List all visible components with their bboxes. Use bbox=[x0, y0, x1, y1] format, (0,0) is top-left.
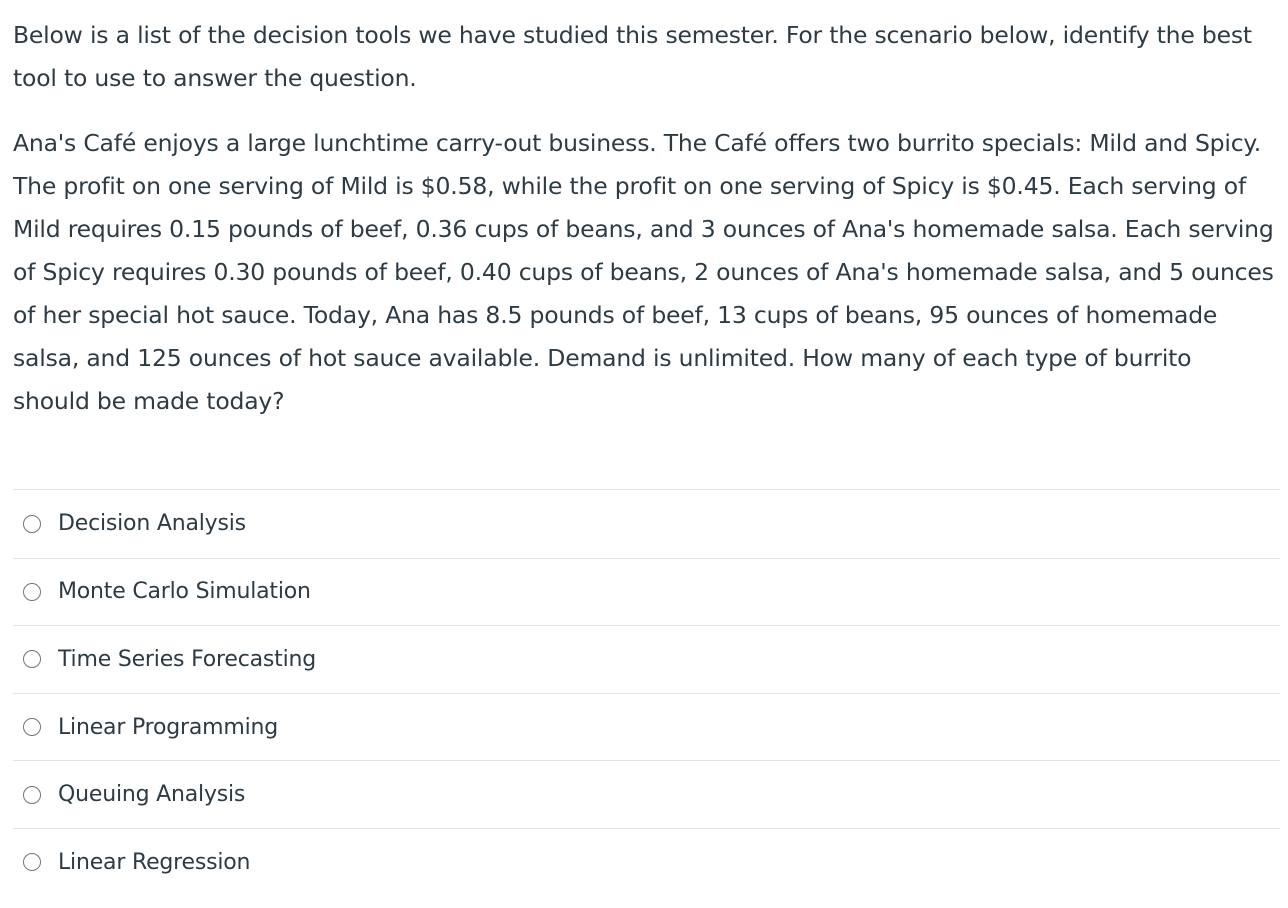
answer-label: Monte Carlo Simulation bbox=[58, 579, 311, 605]
radio-button[interactable] bbox=[23, 515, 41, 533]
answer-option[interactable] bbox=[13, 693, 1280, 761]
question-scenario: Ana's Café enjoys a large lunchtime carry-out business. The Café offers two burrito specials: Mild and Spicy. The profit on one serving of Mild is $0.58, while the profit on one serving of Spicy is $0.45. Each serving of Mild requires 0.15 pounds of beef, 0.36 cups of beans, and 3 ounces of Ana's homemade salsa. Each serving of Spicy requires 0.30 pounds of beef, 0.40 cups of beans, 2 ounces of Ana's homemade salsa, and 5 ounces of her special hot sauce. Today, Ana has 8.5 pounds of beef, 13 cups of beans, 95 ounces of homemade salsa, and 125 ounces of hot sauce available. Demand is unlimited. How many of each type of burrito should be made today? bbox=[13, 129, 1274, 415]
radio-button[interactable] bbox=[23, 650, 41, 668]
radio-button[interactable] bbox=[23, 718, 41, 736]
radio-button[interactable] bbox=[23, 583, 41, 601]
answer-option[interactable] bbox=[13, 558, 1280, 626]
answer-label: Queuing Analysis bbox=[58, 782, 246, 808]
question-block bbox=[13, 14, 1275, 423]
answer-label: Time Series Forecasting bbox=[58, 646, 316, 672]
answer-label: Linear Regression bbox=[58, 849, 251, 875]
answer-option[interactable] bbox=[13, 625, 1280, 693]
answer-list bbox=[13, 489, 1280, 896]
answer-option[interactable] bbox=[13, 828, 1280, 896]
radio-button[interactable] bbox=[23, 786, 41, 804]
radio-button[interactable] bbox=[23, 853, 41, 871]
question-intro: Below is a list of the decision tools we have studied this semester. For the scenario below, identify the best tool to use to answer the question. bbox=[13, 21, 1252, 92]
answer-label: Linear Programming bbox=[58, 714, 279, 740]
answer-label: Decision Analysis bbox=[58, 511, 246, 537]
answer-option[interactable] bbox=[13, 489, 1280, 558]
answer-option[interactable] bbox=[13, 760, 1280, 828]
